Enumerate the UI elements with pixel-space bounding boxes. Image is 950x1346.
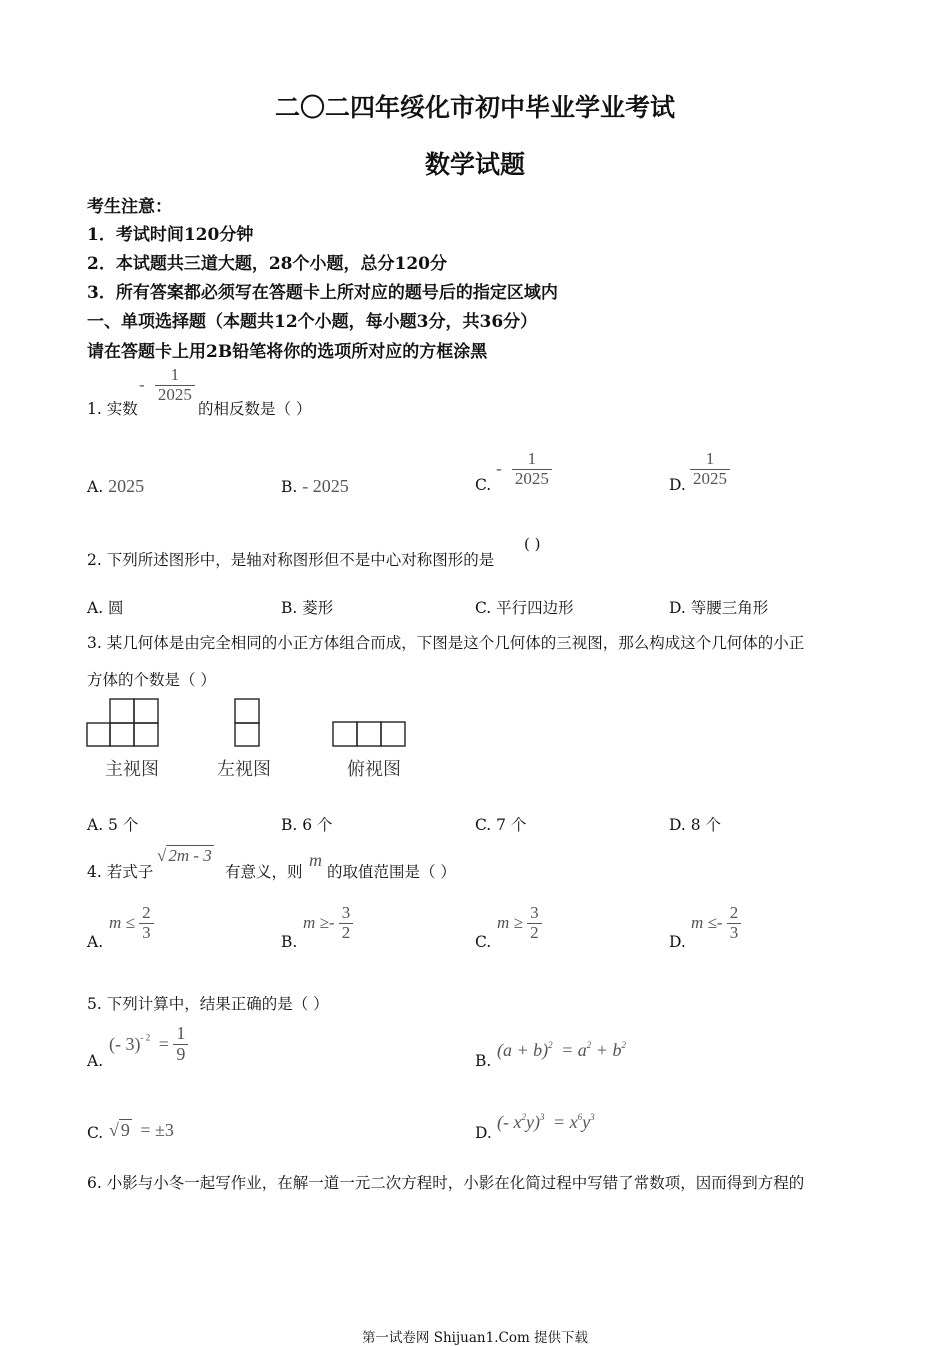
- q5-option-a-label: A.: [87, 1052, 104, 1070]
- q5-option-b-label: B.: [475, 1052, 492, 1070]
- notice-item-3: 3．所有答案都必须写在答题卡上所对应的题号后的指定区域内: [87, 283, 558, 303]
- q4-option-c: m ≥ $\frac{3}{2}$: [497, 904, 542, 942]
- q4-option-c-label: C.: [475, 933, 492, 951]
- q3-option-b: B. 6 个: [281, 816, 333, 834]
- q2-option-d: D. 等腰三角形: [669, 599, 769, 617]
- q2-option-c: C. 平行四边形: [475, 599, 574, 617]
- q1-option-d: $\frac{1}{2025}$: [690, 450, 730, 488]
- q5-option-b: $(a + b)^2 = a^2 + b^2$: [497, 1040, 626, 1060]
- left-view-drawing: [234, 698, 262, 748]
- notice-heading: 考生注意：: [87, 197, 172, 217]
- section1-instruction: 请在答题卡上用2B铅笔将你的选项所对应的方框涂黑: [87, 342, 488, 362]
- q5-option-d: (- $x^2y)^3 = x^6y^3$: [497, 1112, 595, 1132]
- top-view-drawing: [332, 721, 407, 748]
- q5-option-a: (- 3)$^{- 2}$ = $\frac{1}{9}$: [109, 1024, 188, 1065]
- top-view-label: 俯视图: [347, 759, 401, 780]
- q1-sign: -: [139, 375, 145, 395]
- q5-option-d-label: D.: [475, 1124, 492, 1142]
- q2-text: 2. 下列所述图形中，是轴对称图形但不是中心对称图形的是: [87, 551, 495, 569]
- q5-option-c: √ 9 = ±3: [109, 1120, 174, 1140]
- q3-option-a: A. 5 个: [87, 816, 139, 834]
- q1-fraction: [155, 366, 195, 404]
- q4-option-a: m ≤ $\frac{2}{3}$: [109, 904, 154, 942]
- q1-denominator: 2025: [155, 385, 195, 405]
- q4-radical: [157, 846, 214, 866]
- q1-option-b: B. - 2025: [281, 476, 349, 496]
- q4-option-d-label: D.: [669, 933, 686, 951]
- q4-option-d: m ≤- $\frac{2}{3}$: [691, 904, 741, 942]
- q1-suffix: 的相反数是（ ）: [198, 400, 312, 418]
- left-view-label: 左视图: [217, 759, 271, 780]
- q3-option-d: D. 8 个: [669, 816, 722, 834]
- q1-prefix: 1. 实数: [87, 400, 138, 418]
- page-footer: 第一试卷网 Shijuan1.Com 提供下载: [361, 1330, 589, 1346]
- sqrt-sign-icon: √: [109, 1120, 119, 1140]
- front-view-label: 主视图: [105, 759, 159, 780]
- q4-option-b-label: B.: [281, 933, 298, 951]
- q1-numerator: 1: [170, 365, 180, 384]
- q4-middle: 有意义，则: [225, 863, 303, 881]
- q5-option-c-label: C.: [87, 1124, 104, 1142]
- q4-option-a-label: A.: [87, 933, 104, 951]
- q3-line-1: 3. 某几何体是由完全相同的小正方体组合而成，下图是这个几何体的三视图，那么构成这个几何体的小正: [87, 634, 805, 652]
- page-title: 二〇二四年绥化市初中毕业学业考试: [274, 93, 675, 122]
- q3-option-c: C. 7 个: [475, 816, 527, 834]
- q2-paren: ( ): [524, 535, 541, 553]
- q1-option-c: - $\frac{1}{2025}$: [496, 450, 552, 488]
- q1-expression: [139, 366, 195, 404]
- q1-option-a: A. 2025: [87, 476, 145, 496]
- q4-prefix: 4. 若式子: [87, 863, 154, 881]
- q3-line-2: 方体的个数是（ ）: [87, 671, 216, 689]
- q2-option-b: B. 菱形: [281, 599, 334, 617]
- q1-option-d-label: D.: [669, 476, 686, 494]
- q4-option-b: m ≥- $\frac{3}{2}$: [303, 904, 353, 942]
- notice-item-1: 1．考试时间120分钟: [87, 225, 254, 245]
- q4-suffix: 的取值范围是（ ）: [327, 863, 456, 881]
- notice-item-2: 2．本试题共三道大题，28个小题，总分120分: [87, 254, 447, 274]
- q4-radicand: 2m - 3: [168, 846, 212, 865]
- page-subtitle: 数学试题: [424, 150, 525, 179]
- section1-heading: 一、单项选择题（本题共12个小题，每小题3分，共36分）: [87, 312, 538, 332]
- q2-option-a: A. 圆: [87, 599, 124, 617]
- sqrt-sign-icon: √: [157, 846, 167, 865]
- q6-text: 6. 小影与小冬一起写作业，在解一道一元二次方程时，小影在化简过程中写错了常数项，因而得到方程的: [87, 1174, 805, 1192]
- q4-variable: m: [309, 850, 322, 870]
- front-view-drawing: [86, 698, 160, 748]
- q1-option-c-label: C.: [475, 476, 492, 494]
- q5-text: 5. 下列计算中，结果正确的是（ ）: [87, 995, 329, 1013]
